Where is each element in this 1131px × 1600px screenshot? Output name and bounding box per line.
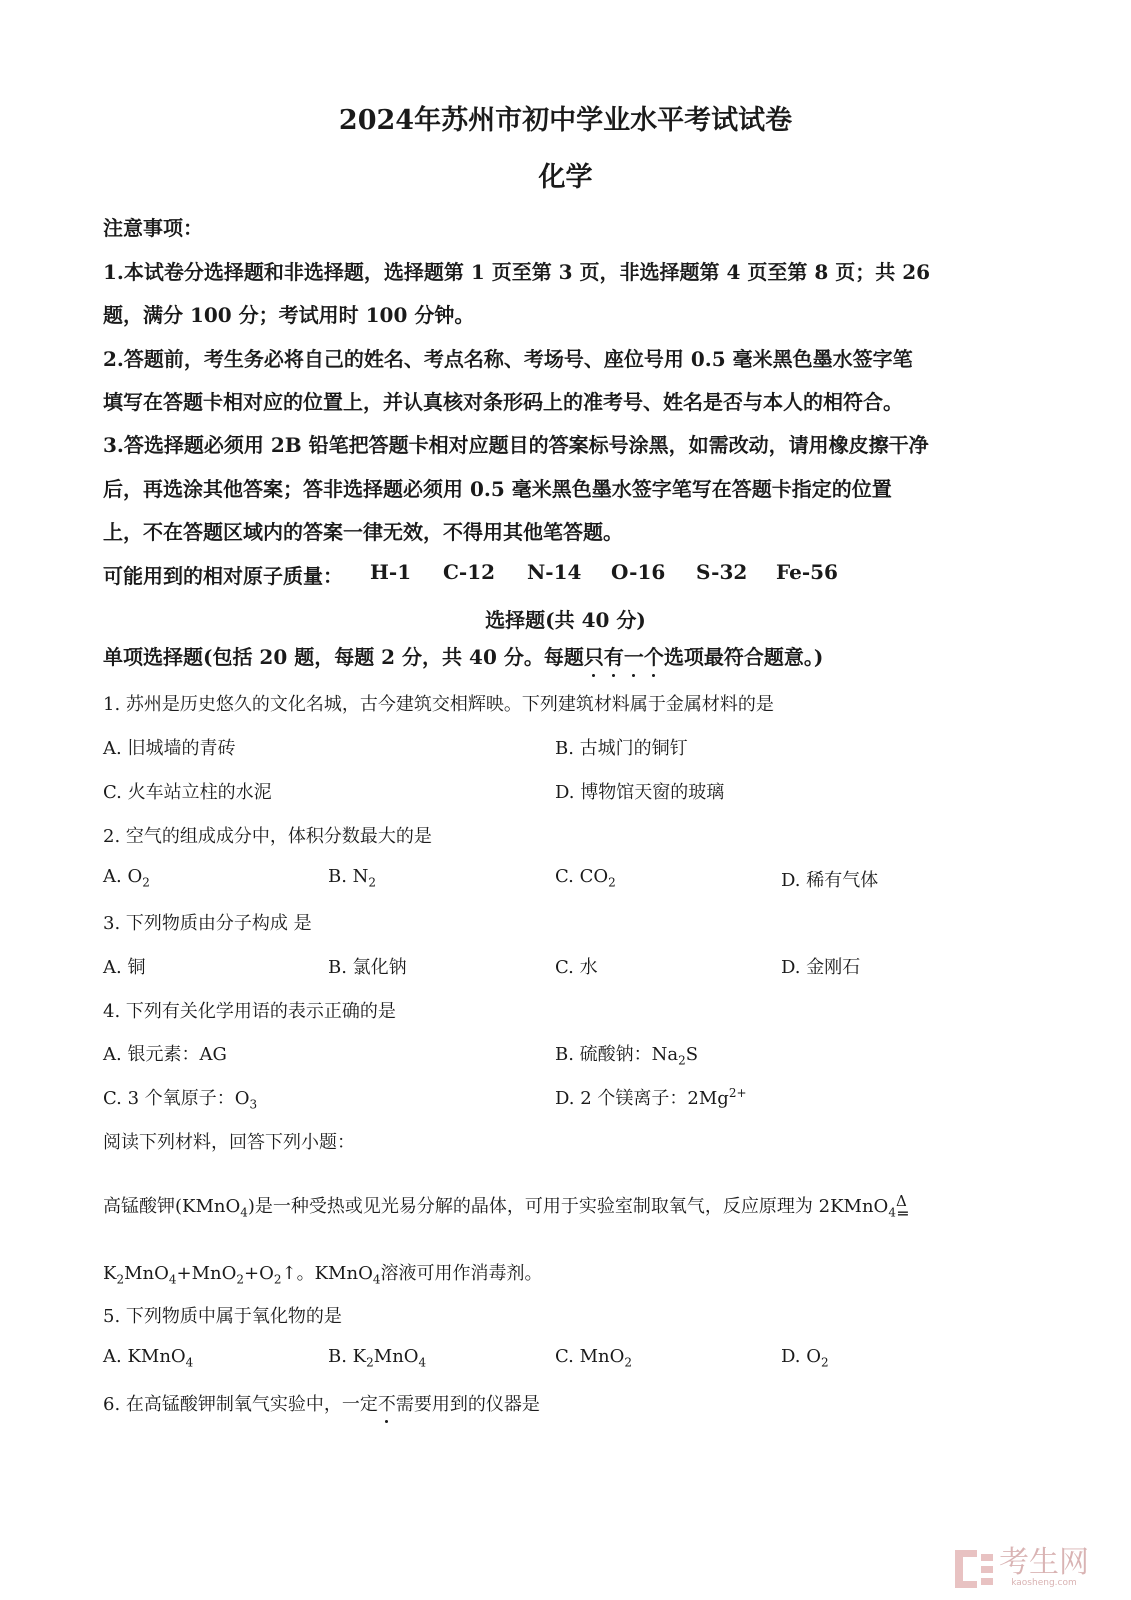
question-1-option-a: A. 旧城墙的青砖 <box>103 738 236 759</box>
question-4-option-a: A. 银元素：AG <box>103 1044 227 1065</box>
kaosheng-logo-icon <box>955 1550 993 1588</box>
atomic-mass-s: S-32 <box>696 560 748 584</box>
question-5-stem: 5. 下列物质中属于氧化物的是 <box>103 1306 342 1327</box>
atomic-mass-n: N-14 <box>527 560 582 584</box>
page-title: 2024年苏州市初中学业水平考试试卷 <box>338 105 793 136</box>
notes-line: 后，再选涂其他答案；答非选择题必须用 0.5 毫米黑色墨水签字笔写在答题卡指定的位置 <box>103 477 892 501</box>
notes-line: 上，不在答题区域内的答案一律无效，不得用其他笔答题。 <box>103 520 623 544</box>
subject-title: 化学 <box>538 162 593 193</box>
question-1-option-b: B. 古城门的铜钉 <box>555 738 688 759</box>
material-line-1: 高锰酸钾(KMnO$_4$)是一种受热或见光易分解的晶体，可用于实验室制取氧气，反应原理为 2KMnO$_4$ Δ ═ <box>103 1192 908 1223</box>
question-3-option-b: B. 氯化钠 <box>328 957 407 978</box>
question-4-stem: 4. 下列有关化学用语的表示正确的是 <box>103 1001 396 1022</box>
question-4-option-c: C. 3 个氧原子：$O_3$ <box>103 1088 258 1112</box>
kaosheng-watermark <box>955 1545 1089 1588</box>
question-3-stem: 3. 下列物质由分子构成 是 <box>103 913 312 934</box>
section-intro: 单项选择题(包括 20 题，每题 2 分，共 40 分。每题只有一个选项最符合题意。) <box>103 641 823 670</box>
question-5-option-b: B. $K_2MnO_4$ <box>328 1346 427 1370</box>
material-heading: 阅读下列材料，回答下列小题： <box>103 1132 355 1153</box>
notes-line: 3.答选择题必须用 2B 铅笔把答题卡相对应题目的答案标号涂黑，如需改动，请用橡皮擦干净 <box>103 433 929 457</box>
question-3-option-c: C. 水 <box>555 957 598 978</box>
question-4-option-d: D. 2 个镁离子：$2Mg^{2+}$ <box>555 1086 747 1109</box>
notes-line: 题，满分 100 分；考试用时 100 分钟。 <box>103 303 475 327</box>
question-5-option-d: D. $O_2$ <box>781 1346 829 1370</box>
watermark-text: 考生网 <box>999 1545 1089 1580</box>
question-2-stem: 2. 空气的组成成分中，体积分数最大的是 <box>103 826 432 847</box>
atomic-mass-label: 可能用到的相对原子质量： <box>103 564 343 588</box>
notes-line: 1.本试卷分选择题和非选择题，选择题第 1 页至第 3 页，非选择题第 4 页至第 8 页；共 26 <box>103 260 931 284</box>
question-2-option-d: D. 稀有气体 <box>781 870 879 891</box>
question-3-option-a: A. 铜 <box>103 957 146 978</box>
question-1-option-d: D. 博物馆天窗的玻璃 <box>555 782 725 803</box>
question-5-option-a: A. KMnO$_4$ <box>103 1346 194 1370</box>
question-6-stem: 6. 在高锰酸钾制氧气实验中，一定不需要用到的仪器是 <box>103 1390 540 1416</box>
atomic-mass-c: C-12 <box>443 560 496 584</box>
section-title: 选择题(共 40 分) <box>485 608 646 632</box>
notes-line: 2.答题前，考生务必将自己的姓名、考点名称、考场号、座位号用 0.5 毫米黑色墨水签字笔 <box>103 347 913 371</box>
atomic-mass-h: H-1 <box>370 560 412 584</box>
notes-line: 填写在答题卡相对应的位置上，并认真核对条形码上的准考号、姓名是否与本人的相符合。 <box>103 390 903 414</box>
watermark-url: kaosheng.com <box>1011 1578 1077 1588</box>
question-1-stem: 1. 苏州是历史悠久的文化名城，古今建筑交相辉映。下列建筑材料属于金属材料的是 <box>103 694 774 715</box>
atomic-mass-fe: Fe-56 <box>776 560 838 584</box>
question-3-option-d: D. 金刚石 <box>781 957 861 978</box>
question-2-option-b: B. $N_2$ <box>328 866 377 890</box>
notes-heading: 注意事项： <box>103 216 203 240</box>
question-5-option-c: C. MnO$_2$ <box>555 1346 632 1370</box>
atomic-mass-o: O-16 <box>611 560 666 584</box>
question-2-option-c: C. $CO_2$ <box>555 866 616 890</box>
question-2-option-a: A. $O_2$ <box>103 866 150 890</box>
question-4-option-b: B. 硫酸钠：$Na_2S$ <box>555 1044 699 1068</box>
question-1-option-c: C. 火车站立柱的水泥 <box>103 782 272 803</box>
material-line-2: $K_2MnO_4+MnO_2+O_2↑$。KMnO$_4$溶液可用作消毒剂。 <box>103 1263 543 1287</box>
